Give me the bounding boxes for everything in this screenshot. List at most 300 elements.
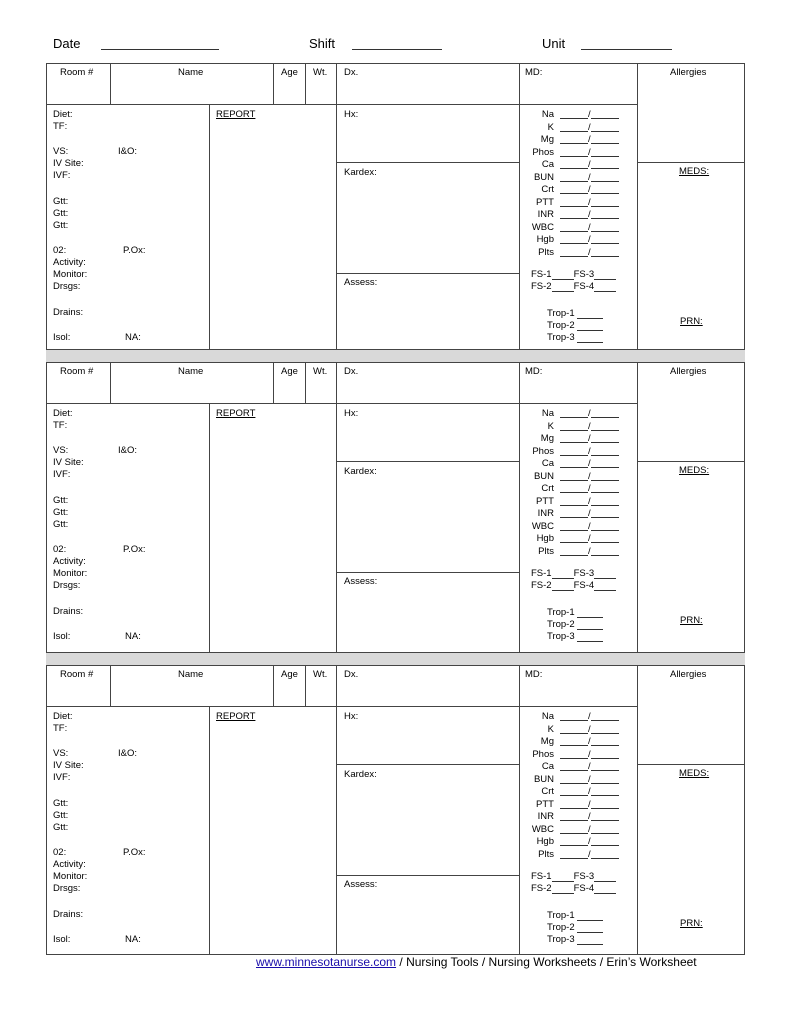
report-label: REPORT bbox=[216, 408, 256, 419]
lab-row bbox=[524, 533, 619, 544]
lab-name: Mg bbox=[540, 433, 554, 444]
lab-value-field[interactable] bbox=[591, 849, 619, 859]
lab-value-field[interactable] bbox=[591, 134, 619, 144]
isol-label: Isol: bbox=[53, 332, 71, 343]
lab-row bbox=[524, 408, 619, 419]
assess-label: Assess: bbox=[344, 576, 378, 587]
gtt-label: Gtt: bbox=[53, 798, 69, 809]
lab-value-field[interactable] bbox=[591, 836, 619, 846]
lab-row bbox=[524, 247, 619, 258]
lab-name: BUN bbox=[533, 773, 554, 785]
gtt-label: Gtt: bbox=[53, 810, 69, 821]
lab-row bbox=[524, 421, 619, 432]
tf-label: TF: bbox=[53, 723, 68, 734]
gtt-label: Gtt: bbox=[53, 519, 69, 530]
lab-name: Plts bbox=[538, 545, 554, 557]
lab-value-field[interactable] bbox=[591, 147, 619, 157]
ivf-label: IVF: bbox=[53, 772, 71, 783]
lab-row bbox=[524, 109, 619, 120]
lab-name: INR bbox=[537, 508, 554, 519]
room-label: Room # bbox=[60, 67, 94, 78]
shift-label: Shift bbox=[309, 36, 336, 51]
drsgs-label: Drsgs: bbox=[53, 580, 81, 591]
lab-value-field[interactable] bbox=[560, 774, 588, 784]
wt-label: Wt. bbox=[313, 67, 328, 78]
trop-row-2: Trop-2 bbox=[547, 619, 603, 630]
patient-block-border bbox=[46, 63, 745, 350]
ivf-label: IVF: bbox=[53, 170, 71, 181]
drsgs-label: Drsgs: bbox=[53, 883, 81, 894]
lab-value-field[interactable] bbox=[591, 209, 619, 219]
iv-site-label: IV Site: bbox=[53, 158, 84, 169]
activity-label: Activity: bbox=[53, 556, 86, 567]
lab-slash: / bbox=[588, 836, 591, 847]
lab-value-field[interactable] bbox=[560, 811, 588, 821]
fs-row-2: FS-2 FS-4 bbox=[531, 281, 616, 292]
lab-value-field[interactable] bbox=[591, 197, 619, 207]
md-label: MD: bbox=[525, 366, 543, 377]
lab-row bbox=[524, 433, 619, 444]
lab-value-field[interactable] bbox=[560, 546, 588, 556]
lab-name: K bbox=[547, 420, 554, 432]
lab-slash: / bbox=[588, 458, 591, 469]
lab-slash: / bbox=[588, 508, 591, 519]
isol-label: Isol: bbox=[53, 631, 71, 642]
room-label: Room # bbox=[60, 669, 94, 680]
lab-value-field[interactable] bbox=[591, 824, 619, 834]
lab-row bbox=[524, 849, 619, 860]
unit-field[interactable] bbox=[581, 49, 672, 50]
lab-value-field[interactable] bbox=[560, 711, 588, 721]
lab-slash: / bbox=[588, 408, 591, 419]
lab-row bbox=[524, 799, 619, 810]
assess-label: Assess: bbox=[344, 277, 378, 288]
lab-row bbox=[524, 521, 619, 532]
gtt-label: Gtt: bbox=[53, 822, 69, 833]
lab-row bbox=[524, 736, 619, 747]
drains-label: Drains: bbox=[53, 307, 84, 318]
lab-name: Plts bbox=[538, 848, 554, 860]
lab-value-field[interactable] bbox=[591, 222, 619, 232]
lab-slash: / bbox=[588, 798, 591, 810]
footer-breadcrumb: / Nursing Tools / Nursing Worksheets / Erin’s Worksheet bbox=[396, 955, 697, 969]
wt-label: Wt. bbox=[313, 669, 328, 680]
lab-name: PTT bbox=[536, 495, 554, 507]
lab-name: Crt bbox=[541, 786, 554, 797]
trop-row-3: Trop-3 bbox=[547, 332, 603, 343]
lab-slash: / bbox=[588, 221, 591, 233]
lab-value-field[interactable] bbox=[560, 433, 588, 443]
vs-label: VS: bbox=[53, 445, 69, 456]
lab-name: Mg bbox=[540, 736, 554, 747]
na-label: NA: bbox=[125, 934, 141, 945]
lab-name: WBC bbox=[531, 823, 554, 835]
lab-slash: / bbox=[588, 545, 591, 557]
lab-row bbox=[524, 122, 619, 133]
lab-row bbox=[524, 134, 619, 145]
lab-row bbox=[524, 749, 619, 760]
lab-value-field[interactable] bbox=[560, 209, 588, 219]
lab-value-field[interactable] bbox=[560, 471, 588, 481]
lab-slash: / bbox=[588, 773, 591, 785]
md-label: MD: bbox=[525, 67, 543, 78]
lab-row bbox=[524, 711, 619, 722]
shift-field[interactable] bbox=[352, 49, 442, 50]
lab-name: INR bbox=[537, 811, 554, 822]
io-label: I&O: bbox=[118, 445, 138, 456]
patient-block-border bbox=[46, 665, 745, 955]
gtt-label: Gtt: bbox=[53, 507, 69, 518]
lab-name: Hgb bbox=[536, 234, 554, 245]
lab-name: Na bbox=[541, 711, 554, 722]
lab-value-field[interactable] bbox=[560, 724, 588, 734]
report-label: REPORT bbox=[216, 711, 256, 722]
io-label: I&O: bbox=[118, 146, 138, 157]
report-label: REPORT bbox=[216, 109, 256, 120]
lab-name: WBC bbox=[531, 520, 554, 532]
lab-value-field[interactable] bbox=[560, 184, 588, 194]
dx-label: Dx. bbox=[344, 669, 359, 680]
date-label: Date bbox=[53, 36, 81, 51]
lab-value-field[interactable] bbox=[591, 774, 619, 784]
monitor-label: Monitor: bbox=[53, 269, 88, 280]
drains-label: Drains: bbox=[53, 606, 84, 617]
lab-slash: / bbox=[588, 711, 591, 722]
allergies-label: Allergies bbox=[670, 366, 707, 377]
lab-value-field[interactable] bbox=[560, 736, 588, 746]
lab-name: PTT bbox=[536, 798, 554, 810]
lab-value-field[interactable] bbox=[591, 508, 619, 518]
lab-value-field[interactable] bbox=[560, 749, 588, 759]
activity-label: Activity: bbox=[53, 859, 86, 870]
lab-row bbox=[524, 774, 619, 785]
lab-row bbox=[524, 147, 619, 158]
lab-value-field[interactable] bbox=[591, 159, 619, 169]
lab-name: Crt bbox=[541, 184, 554, 195]
lab-slash: / bbox=[588, 520, 591, 532]
lab-value-field[interactable] bbox=[591, 446, 619, 456]
lab-value-field[interactable] bbox=[591, 172, 619, 182]
lab-value-field[interactable] bbox=[560, 159, 588, 169]
lab-value-field[interactable] bbox=[560, 533, 588, 543]
diet-label: Diet: bbox=[53, 408, 73, 419]
kardex-label: Kardex: bbox=[344, 769, 377, 780]
activity-label: Activity: bbox=[53, 257, 86, 268]
lab-row bbox=[524, 508, 619, 519]
lab-row bbox=[524, 184, 619, 195]
lab-value-field[interactable] bbox=[591, 546, 619, 556]
tf-label: TF: bbox=[53, 420, 68, 431]
patient-block bbox=[46, 665, 745, 955]
lab-name: Ca bbox=[541, 761, 554, 772]
fs-row-1: FS-1 FS-3 bbox=[531, 269, 616, 280]
lab-name: Ca bbox=[541, 458, 554, 469]
kardex-label: Kardex: bbox=[344, 466, 377, 477]
lab-name: Na bbox=[541, 408, 554, 419]
lab-row bbox=[524, 197, 619, 208]
lab-value-field[interactable] bbox=[560, 824, 588, 834]
trop-row-3: Trop-3 bbox=[547, 934, 603, 945]
diet-label: Diet: bbox=[53, 109, 73, 120]
lab-value-field[interactable] bbox=[560, 421, 588, 431]
lab-value-field[interactable] bbox=[591, 724, 619, 734]
tf-label: TF: bbox=[53, 121, 68, 132]
hx-label: Hx: bbox=[344, 109, 359, 120]
lab-value-field[interactable] bbox=[560, 508, 588, 518]
isol-label: Isol: bbox=[53, 934, 71, 945]
lab-value-field[interactable] bbox=[560, 122, 588, 132]
lab-row bbox=[524, 446, 619, 457]
na-label: NA: bbox=[125, 332, 141, 343]
meds-label: MEDS: bbox=[679, 465, 710, 476]
lab-name: Na bbox=[541, 109, 554, 120]
lab-row bbox=[524, 159, 619, 170]
lab-value-field[interactable] bbox=[560, 222, 588, 232]
lab-slash: / bbox=[588, 445, 591, 457]
lab-row bbox=[524, 234, 619, 245]
lab-value-field[interactable] bbox=[560, 836, 588, 846]
lab-value-field[interactable] bbox=[560, 496, 588, 506]
name-label: Name bbox=[178, 366, 204, 377]
lab-value-field[interactable] bbox=[560, 786, 588, 796]
lab-name: BUN bbox=[533, 171, 554, 183]
lab-row bbox=[524, 209, 619, 220]
lab-slash: / bbox=[588, 184, 591, 195]
lab-value-field[interactable] bbox=[591, 496, 619, 506]
lab-value-field[interactable] bbox=[560, 197, 588, 207]
fs-row-1: FS-1 FS-3 bbox=[531, 871, 616, 882]
lab-slash: / bbox=[588, 171, 591, 183]
lab-row bbox=[524, 724, 619, 735]
lab-row bbox=[524, 172, 619, 183]
lab-name: Ca bbox=[541, 159, 554, 170]
gtt-label: Gtt: bbox=[53, 495, 69, 506]
lab-slash: / bbox=[588, 748, 591, 760]
lab-row bbox=[524, 761, 619, 772]
lab-row bbox=[524, 546, 619, 557]
name-label: Name bbox=[178, 669, 204, 680]
lab-value-field[interactable] bbox=[591, 122, 619, 132]
monitor-label: Monitor: bbox=[53, 568, 88, 579]
lab-value-field[interactable] bbox=[591, 234, 619, 244]
vs-label: VS: bbox=[53, 146, 69, 157]
lab-value-field[interactable] bbox=[591, 421, 619, 431]
iv-site-label: IV Site: bbox=[53, 457, 84, 468]
lab-row bbox=[524, 496, 619, 507]
lab-slash: / bbox=[588, 483, 591, 494]
lab-name: BUN bbox=[533, 470, 554, 482]
lab-slash: / bbox=[588, 134, 591, 145]
io-label: I&O: bbox=[118, 748, 138, 759]
prn-label: PRN: bbox=[680, 615, 703, 626]
lab-value-field[interactable] bbox=[591, 184, 619, 194]
lab-value-field[interactable] bbox=[560, 521, 588, 531]
lab-slash: / bbox=[588, 420, 591, 432]
separator-band bbox=[46, 349, 745, 363]
dx-label: Dx. bbox=[344, 366, 359, 377]
lab-slash: / bbox=[588, 823, 591, 835]
footer-link[interactable]: www.minnesotanurse.com bbox=[256, 955, 397, 969]
lab-name: INR bbox=[537, 209, 554, 220]
pox-label: P.Ox: bbox=[123, 847, 146, 858]
kardex-label: Kardex: bbox=[344, 167, 377, 178]
lab-value-field[interactable] bbox=[560, 761, 588, 771]
o2-label: 02: bbox=[53, 847, 67, 858]
lab-name: Plts bbox=[538, 246, 554, 258]
lab-slash: / bbox=[588, 196, 591, 208]
meds-label: MEDS: bbox=[679, 166, 710, 177]
lab-row bbox=[524, 811, 619, 822]
meds-label: MEDS: bbox=[679, 768, 710, 779]
o2-label: 02: bbox=[53, 245, 67, 256]
lab-value-field[interactable] bbox=[560, 247, 588, 257]
lab-value-field[interactable] bbox=[560, 458, 588, 468]
lab-name: PTT bbox=[536, 196, 554, 208]
lab-row bbox=[524, 786, 619, 797]
age-label: Age bbox=[281, 669, 298, 680]
md-label: MD: bbox=[525, 669, 543, 680]
lab-row bbox=[524, 483, 619, 494]
trop-row-3: Trop-3 bbox=[547, 631, 603, 642]
drsgs-label: Drsgs: bbox=[53, 281, 81, 292]
lab-slash: / bbox=[588, 433, 591, 444]
dx-label: Dx. bbox=[344, 67, 359, 78]
lab-value-field[interactable] bbox=[560, 147, 588, 157]
lab-name: K bbox=[547, 723, 554, 735]
prn-label: PRN: bbox=[680, 918, 703, 929]
lab-name: Hgb bbox=[536, 836, 554, 847]
room-label: Room # bbox=[60, 366, 94, 377]
lab-name: Phos bbox=[532, 748, 554, 760]
lab-value-field[interactable] bbox=[560, 134, 588, 144]
lab-value-field[interactable] bbox=[591, 109, 619, 119]
patient-block bbox=[46, 63, 745, 350]
lab-value-field[interactable] bbox=[560, 234, 588, 244]
lab-value-field[interactable] bbox=[560, 109, 588, 119]
lab-value-field[interactable] bbox=[591, 786, 619, 796]
prn-label: PRN: bbox=[680, 316, 703, 327]
o2-label: 02: bbox=[53, 544, 67, 555]
lab-slash: / bbox=[588, 209, 591, 220]
lab-value-field[interactable] bbox=[560, 446, 588, 456]
lab-value-field[interactable] bbox=[591, 533, 619, 543]
age-label: Age bbox=[281, 366, 298, 377]
trop-row-1: Trop-1 bbox=[547, 910, 603, 921]
lab-slash: / bbox=[588, 109, 591, 120]
lab-value-field[interactable] bbox=[560, 799, 588, 809]
lab-value-field[interactable] bbox=[591, 711, 619, 721]
lab-slash: / bbox=[588, 234, 591, 245]
lab-name: Hgb bbox=[536, 533, 554, 544]
lab-value-field[interactable] bbox=[591, 749, 619, 759]
lab-value-field[interactable] bbox=[591, 799, 619, 809]
assess-label: Assess: bbox=[344, 879, 378, 890]
lab-slash: / bbox=[588, 761, 591, 772]
age-label: Age bbox=[281, 67, 298, 78]
gtt-label: Gtt: bbox=[53, 220, 69, 231]
gtt-label: Gtt: bbox=[53, 208, 69, 219]
fs-row-2: FS-2 FS-4 bbox=[531, 883, 616, 894]
trop-row-2: Trop-2 bbox=[547, 922, 603, 933]
lab-value-field[interactable] bbox=[591, 521, 619, 531]
trop-row-1: Trop-1 bbox=[547, 308, 603, 319]
lab-value-field[interactable] bbox=[591, 811, 619, 821]
lab-value-field[interactable] bbox=[560, 408, 588, 418]
hx-label: Hx: bbox=[344, 408, 359, 419]
lab-value-field[interactable] bbox=[591, 483, 619, 493]
lab-value-field[interactable] bbox=[560, 172, 588, 182]
lab-slash: / bbox=[588, 246, 591, 258]
lab-value-field[interactable] bbox=[560, 483, 588, 493]
na-label: NA: bbox=[125, 631, 141, 642]
lab-name: Phos bbox=[532, 146, 554, 158]
patient-block bbox=[46, 362, 745, 653]
ivf-label: IVF: bbox=[53, 469, 71, 480]
lab-name: Phos bbox=[532, 445, 554, 457]
lab-value-field[interactable] bbox=[591, 471, 619, 481]
lab-slash: / bbox=[588, 848, 591, 860]
hx-label: Hx: bbox=[344, 711, 359, 722]
patient-block-border bbox=[46, 362, 745, 653]
lab-name: Crt bbox=[541, 483, 554, 494]
lab-row bbox=[524, 836, 619, 847]
trop-row-2: Trop-2 bbox=[547, 320, 603, 331]
lab-slash: / bbox=[588, 786, 591, 797]
vs-label: VS: bbox=[53, 748, 69, 759]
iv-site-label: IV Site: bbox=[53, 760, 84, 771]
footer bbox=[256, 955, 697, 969]
lab-name: WBC bbox=[531, 221, 554, 233]
lab-value-field[interactable] bbox=[591, 458, 619, 468]
unit-label: Unit bbox=[542, 36, 566, 51]
separator-band bbox=[46, 652, 745, 666]
lab-slash: / bbox=[588, 723, 591, 735]
lab-row bbox=[524, 458, 619, 469]
lab-slash: / bbox=[588, 470, 591, 482]
lab-slash: / bbox=[588, 121, 591, 133]
lab-value-field[interactable] bbox=[560, 849, 588, 859]
lab-row bbox=[524, 471, 619, 482]
diet-label: Diet: bbox=[53, 711, 73, 722]
lab-slash: / bbox=[588, 146, 591, 158]
lab-value-field[interactable] bbox=[591, 408, 619, 418]
pox-label: P.Ox: bbox=[123, 245, 146, 256]
trop-row-1: Trop-1 bbox=[547, 607, 603, 618]
lab-slash: / bbox=[588, 811, 591, 822]
drains-label: Drains: bbox=[53, 909, 84, 920]
monitor-label: Monitor: bbox=[53, 871, 88, 882]
lab-row bbox=[524, 222, 619, 233]
lab-slash: / bbox=[588, 533, 591, 544]
lab-value-field[interactable] bbox=[591, 761, 619, 771]
fs-row-2: FS-2 FS-4 bbox=[531, 580, 616, 591]
lab-value-field[interactable] bbox=[591, 736, 619, 746]
lab-row bbox=[524, 824, 619, 835]
lab-slash: / bbox=[588, 495, 591, 507]
date-field[interactable] bbox=[101, 49, 219, 50]
fs-row-1: FS-1 FS-3 bbox=[531, 568, 616, 579]
lab-slash: / bbox=[588, 736, 591, 747]
name-label: Name bbox=[178, 67, 204, 78]
lab-name: Mg bbox=[540, 134, 554, 145]
lab-value-field[interactable] bbox=[591, 433, 619, 443]
allergies-label: Allergies bbox=[670, 67, 707, 78]
gtt-label: Gtt: bbox=[53, 196, 69, 207]
wt-label: Wt. bbox=[313, 366, 328, 377]
lab-name: K bbox=[547, 121, 554, 133]
lab-slash: / bbox=[588, 159, 591, 170]
lab-value-field[interactable] bbox=[591, 247, 619, 257]
